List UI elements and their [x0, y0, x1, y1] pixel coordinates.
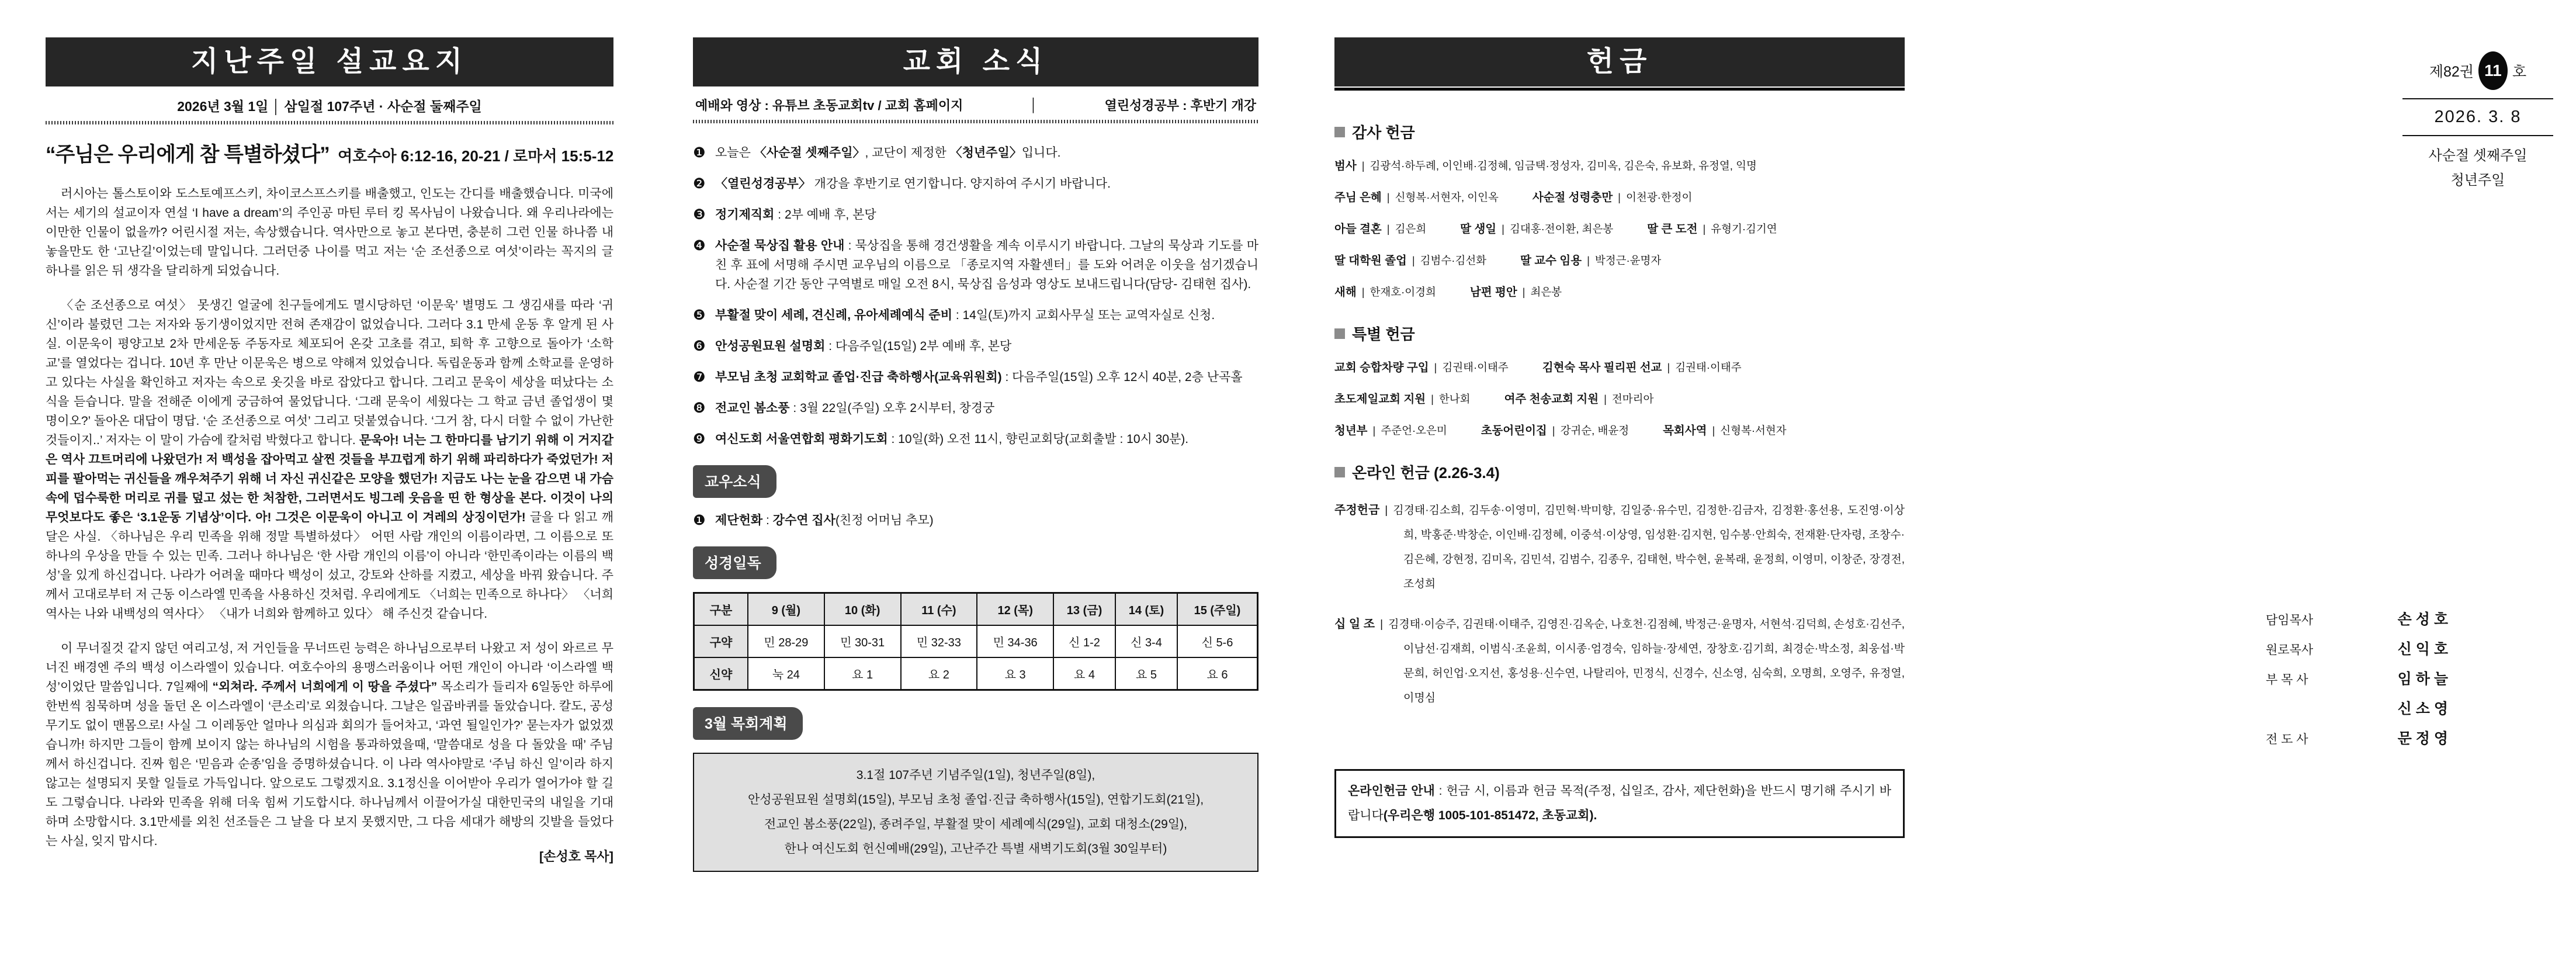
online-offering-entry: [1334, 498, 1905, 597]
offering-names: 김경태·김소희, 김두송·이영미, 김민혁·박미향, 김일중·유수민, 김정한·김금자, 김정환·홍선용, 도진영·이상희, 박홍준·박창순, 이인배·김정혜, 이중석·이상영, 임성환·김지현, 임수봉·안희숙, 전재환·단자령, 조창수·김은혜, 강현정, 김미옥, 김민석, 김범수, 김종우, 김태현, 박수현, 윤복래, 윤정희, 이영미, 이창준, 장경전, 조성희: [1393, 504, 1905, 590]
online-offering-heading: [1334, 461, 1905, 483]
news-item-number: ❼: [693, 369, 706, 385]
square-bullet-icon: [1334, 328, 1345, 339]
online-offering-title: 온라인 헌금 (2.26-3.4): [1352, 464, 1500, 482]
text-segment: 〈열린성경공부〉: [715, 177, 811, 191]
offering-section-title: 특별 헌금: [1352, 326, 1415, 343]
offering-names: 전마리아: [1611, 393, 1654, 405]
band-underline: [1334, 88, 1905, 91]
volume-label: 제82권: [2429, 64, 2474, 80]
offering-names: 김광석·하두례, 이인배·김정혜, 임금택·정성자, 김미옥, 김은숙, 유보화, 유정열, 익명: [1370, 160, 1757, 172]
offering-label: 범사: [1334, 160, 1357, 172]
offering-pair: [1334, 220, 1426, 236]
offering-label: 주정헌금: [1334, 504, 1380, 517]
plan-line: 3.1절 107주년 기념주일(1일), 청년주일(8일),: [856, 768, 1095, 782]
column-header: 10 (화): [824, 593, 901, 626]
text-segment: 〈청년주일〉: [949, 146, 1022, 160]
hatched-divider: [46, 121, 613, 124]
text-segment: : 다음주일(15일) 오후 12시 40분, 2층 난곡홀: [1001, 371, 1243, 384]
news-item-number: ❻: [693, 338, 706, 354]
offering-label: 십 일 조: [1334, 618, 1375, 631]
text-segment: , 교단이 제정한: [865, 146, 950, 160]
offering-section-heading: [1334, 323, 1905, 344]
separator: |: [1712, 424, 1715, 437]
staff-row: [2266, 667, 2448, 688]
table-cell: 민 30-31: [824, 625, 901, 657]
offering-label: 여주 천송교회 지원: [1504, 393, 1599, 406]
sermon-title: [46, 139, 613, 168]
offering-row: [1334, 421, 1905, 438]
offering-pair: [1334, 157, 1757, 173]
offering-column: [1334, 37, 1905, 838]
season-line-1: 사순절 셋째주일: [2428, 148, 2528, 164]
news-item-number: ❶: [693, 145, 706, 161]
text-segment: 오늘은: [715, 146, 754, 160]
news-subheader-right: 열린성경공부 : 후반기 개강: [1104, 98, 1256, 113]
text-segment: : 3월 22일(주일) 오후 2시부터, 창경궁: [789, 401, 995, 415]
news-item-text: [715, 511, 1258, 530]
text-segment: 부모님 초청 교회학교 졸업·진급 축하행사(교육위원회): [715, 371, 1002, 384]
offering-label: 남편 평안: [1469, 286, 1517, 299]
text-segment: 문욱아! 너는 그 한마디를 남기기 위해 이 거지같은 역사 끄트머리에 나왔던가! 저 백성을 잡아먹고 살찐 것들을 부끄럽게 하기 위해 파리하다가 죽었던가! 저 피를 팔아먹는 귀신들을 깨우쳐주기 위해 너 자신 귀신같은 모양을 했던가! 지금도 나는 눈을 감으면 내 가슴속에 덥수룩한 머리로 귀를 덮고 섰는 한 처참한, 그러면서도 빙그레 웃음을 띤 한 형상을 본다. 이것이 나의 무엇보다도 좋은 ‘3.1운동 기념상’이다. 아! 그것은 이문욱이 아니고 이 겨레의 상징이던가!: [46, 434, 613, 524]
staff-name: 신 익 호: [2397, 641, 2448, 657]
issue-suffix: 호: [2512, 64, 2527, 80]
offering-row: [1334, 251, 1905, 268]
offering-row: [1334, 157, 1905, 173]
offering-label: 초동어린이집: [1481, 424, 1547, 437]
sermon-column: [46, 37, 613, 865]
text-segment: 안성공원묘원 설명회: [715, 340, 826, 353]
sermon-scripture-reference: 여호수아 6:12-16, 20-21 / 로마서 15:5-12: [338, 147, 614, 165]
offering-row: [1334, 390, 1905, 406]
offering-pair: [1334, 421, 1447, 438]
sermon-title-quote: “주님은 우리에게 참 특별하셨다”: [46, 143, 330, 166]
offering-section-heading: [1334, 121, 1905, 143]
column-header: 12 (목): [977, 593, 1053, 626]
offering-row: [1334, 358, 1905, 375]
news-item: [693, 174, 1258, 193]
text-segment: 입니다.: [1021, 146, 1061, 160]
offering-pair: [1504, 390, 1654, 406]
separator: |: [1434, 361, 1437, 373]
offering-rows: [1334, 157, 1905, 299]
table-cell: 신 5-6: [1177, 625, 1258, 657]
text-segment: 정기제직회: [715, 208, 775, 221]
online-offering-entries: [1334, 498, 1905, 711]
news-item-number: ❾: [693, 431, 706, 447]
separator: |: [1372, 424, 1376, 437]
online-offering-entry: [1334, 612, 1905, 711]
staff-name: 신 소 영: [2397, 701, 2448, 717]
table-header-row: [694, 593, 1258, 626]
bible-reading-table: [693, 592, 1258, 691]
news-item: [693, 368, 1258, 387]
member-news-section: [693, 465, 1258, 498]
offering-row: [1334, 220, 1905, 236]
table-cell: 신 3-4: [1115, 625, 1177, 657]
news-list: [693, 143, 1258, 449]
news-band-title: 교회 소식: [693, 37, 1258, 86]
separator: |: [1361, 160, 1365, 172]
separator: |: [1618, 191, 1621, 203]
offering-label: 주님 은혜: [1334, 191, 1382, 204]
text-segment: 러시아는 톨스토이와 도스토예프스키, 차이코스프스키를 배출했고, 인도는 간디를 배출했습니다. 미국에서는 세기의 설교이자 연설 ‘I have a dream’의 주인공 마틴 루터 킹 목사님이 나왔습니다. 왜 우리나라에는 이만한 인물이 없을까? 어린시절 저는, 속상했습니다. 역사만으로 놓고 본다면, 충분히 그런 인물 하나쯤 내놓을만도 한 ‘고난길’이었는데 말입니다. 그러던중 나이를 먹고 저는 ‘순 조선종으로 여섯’이라는 꼭지의 글 하나를 읽은 뒤 생각을 달리하게 되었습니다.: [46, 187, 613, 278]
offering-names: 김은희: [1395, 223, 1427, 235]
offering-pair: [1334, 358, 1509, 375]
separator: |: [1385, 504, 1388, 517]
offering-section-title: 감사 헌금: [1352, 124, 1415, 141]
news-item: [693, 399, 1258, 418]
text-segment: 〈순 조선종으로 여섯〉 못생긴 얼굴에 친구들에게도 멸시당하던 ‘이문욱’ 별명도 그 생김새를 따라 ‘귀신’이라 불렸던 그는 저자와 동기생이었지만 전혀 존재감이 없었습니다. 그러다 3.1 만세 운동 후 알게 된 사실. 이문욱이 평양고보 2차 만세운동 주동자로 체포되어 온갖 고초를 겪고, 퇴학 후 고향으로 돌아가 ‘소학교’를 열었다는 겁니다. 10년 후 만난 이문욱은 병으로 약해져 있었습니다. 독립운동과 함께 소학교를 운영하고 있다는 사실을 확인하고 저자는 속으로 옷깃을 바로 잡았다고 합니다. 그리고 문욱이 세상을 떠났다는 소식을 듣습니다. 말을 전해준 이에게 궁금하여 물었답니다. ‘그래 문욱이 세웠다는 그 학교 금년 졸업생이 몇 명이오?’ 돌아온 대답이 명답. ‘순 조선종으로 여섯’ 그리고 덧붙였습니다. ‘그거 참, 다시 더할 수 없이 가난한 것들이지..’ 저자는 이 말이 가슴에 칼처럼 박혔다고 합니다.: [46, 299, 613, 447]
news-subheader-divider: │: [1029, 97, 1038, 112]
staff-role: 부 목 사: [2266, 673, 2308, 687]
news-item: [693, 511, 1258, 530]
news-item-number: ❷: [693, 176, 706, 192]
table-cell: 민 34-36: [977, 625, 1053, 657]
offering-pair: [1334, 188, 1499, 205]
sermon-date-line: 2026년 3월 1일 │ 삼일절 107주년 · 사순절 둘째주일: [177, 99, 482, 114]
news-item-text: [715, 368, 1258, 387]
offering-label: 사순절 성령충만: [1532, 191, 1613, 204]
news-item-text: [715, 306, 1258, 325]
offering-label: 김현숙 목사 필리핀 선교: [1542, 361, 1662, 374]
offering-pair: [1542, 358, 1742, 375]
text-segment: 부활절 맞이 세례, 견신례, 유아세례예식 준비: [715, 309, 952, 322]
sermon-paragraph: [46, 296, 613, 624]
offering-pair: [1334, 390, 1471, 406]
news-item-number: ❶: [693, 513, 706, 528]
separator: |: [1412, 254, 1415, 266]
bible-reading-section: [693, 546, 1258, 579]
online-offering-notice-box: [1334, 769, 1905, 838]
offering-band-title: 헌금: [1334, 37, 1905, 86]
sermon-paragraph: [46, 639, 613, 851]
offering-names: 신형복·서현자: [1720, 424, 1787, 437]
news-item-text: [715, 205, 1258, 224]
offering-label: 교회 승합차량 구입: [1334, 361, 1429, 374]
offering-label: 딸 교수 임용: [1520, 254, 1582, 267]
row-label: 구약: [694, 625, 748, 657]
news-subheader-left: 예배와 영상 : 유튜브 초동교회tv / 교회 홈페이지: [695, 98, 963, 113]
separator: |: [1361, 286, 1365, 298]
season-line-2: 청년주일: [2450, 172, 2505, 188]
text-segment: (친정 어머님 추모): [835, 514, 934, 527]
offering-row: [1334, 188, 1905, 205]
news-subheader: [695, 96, 1256, 114]
member-news-badge: 교우소식: [693, 465, 776, 498]
staff-role: 전 도 사: [2266, 733, 2308, 746]
monthly-plan-badge: 3월 목회계획: [693, 707, 803, 740]
offering-pair: [1470, 283, 1562, 299]
monthly-plan-box: [693, 753, 1258, 872]
offering-names: 김범수·김선화: [1420, 254, 1487, 266]
offering-names: 한재호·이경희: [1370, 286, 1436, 298]
news-item: [693, 306, 1258, 325]
separator: |: [1552, 424, 1555, 437]
offering-label: 딸 생일: [1460, 223, 1497, 236]
offering-names: 김권태·이태주: [1442, 361, 1509, 373]
offering-pair: [1520, 251, 1661, 268]
masthead: [2402, 51, 2553, 192]
separator: |: [1380, 618, 1384, 631]
text-segment: 사순절 묵상집 활용 안내: [715, 239, 845, 252]
offering-label: 새해: [1334, 286, 1357, 299]
offering-names: 한나회: [1438, 393, 1471, 405]
masthead-rule: [2402, 98, 2553, 99]
offering-pair: [1334, 283, 1436, 299]
issue-number-circle: 11: [2478, 51, 2508, 90]
text-segment: 이 무너질것 같지 않던 여리고성, 저 거인들을 무너뜨린 능력은 하나님으로부터 나왔고 저 성이 와르르 무너진 배경엔 주의 백성 이스라엘이 있습니다. 여호수아의 용맹스러움이나 어떤 개인이 아니라 ‘이스라엘 백성’이었단 말씀입니다. 7일째에: [46, 642, 613, 694]
table-cell: 요 5: [1115, 657, 1177, 690]
staff-row: [2266, 697, 2448, 718]
separator: |: [1604, 393, 1607, 405]
table-cell: 요 4: [1053, 657, 1115, 690]
square-bullet-icon: [1334, 127, 1345, 137]
separator: |: [1667, 361, 1670, 373]
masthead-rule: [2402, 135, 2553, 136]
table-header: [694, 593, 1258, 626]
plan-line: 안성공원묘원 설명회(15일), 부모님 초청 졸업·진급 축하행사(15일), 연합기도회(21일),: [747, 793, 1204, 806]
text-segment: : 2부 예배 후, 본당: [774, 208, 876, 221]
separator: |: [1431, 393, 1434, 405]
news-item-number: ❹: [693, 238, 706, 254]
sermon-paragraph: [46, 184, 613, 281]
offering-label: 아들 결혼: [1334, 223, 1382, 236]
text-segment: “외쳐라. 주께서 너희에게 이 땅을 주셨다”: [212, 680, 438, 694]
text-segment: 강수연 집사: [772, 514, 835, 527]
news-item: [693, 337, 1258, 356]
text-segment: : 14일(토)까지 교회사무실 또는 교역자실로 신청.: [952, 309, 1215, 322]
issue-line: [2402, 51, 2553, 90]
column-header: 15 (주일): [1177, 593, 1258, 626]
column-header: 13 (금): [1053, 593, 1115, 626]
bulletin-date: 2026. 3. 8: [2434, 108, 2522, 126]
table-row: [694, 625, 1258, 657]
staff-role: 담임목사: [2266, 614, 2314, 627]
news-item-text: [715, 430, 1258, 449]
news-item-text: [715, 143, 1258, 162]
news-item: [693, 205, 1258, 224]
table-cell: 민 32-33: [901, 625, 977, 657]
news-item-number: ❸: [693, 207, 706, 223]
offering-pair: [1460, 220, 1613, 236]
offering-label: 딸 큰 도전: [1647, 223, 1698, 236]
bible-reading-badge: 성경일독: [693, 546, 776, 579]
offering-pair: [1481, 421, 1629, 438]
table-cell: 눅 24: [748, 657, 824, 690]
sermon-signature: [손성호 목사]: [539, 849, 613, 864]
offering-pair: [1533, 188, 1692, 205]
text-segment: : 묵상집을 통해 경건생활을 계속 이루시기 바랍니다. 그날의 묵상과 기도를 마친 후 표에 서명해 주시면 교우님의 이름으로 「종로지역 자활센터」를 도와 어려운 이웃을 섬기겠습니다. 사순절 기간 동안 구역별로 매일 오전 8시, 묵상집 음성과 영상도 보내드립니다(담당- 김태현 집사).: [715, 239, 1258, 291]
offering-names: 신형복·서현자, 이인옥: [1395, 191, 1499, 203]
offering-names: 이천광·한정이: [1625, 191, 1693, 203]
notice-text: : 헌금 시, 이름과 헌금 목적(주정, 십일조, 감사, 제단헌화)을 반드시 명기해 주시기 바랍니다: [1348, 784, 1891, 822]
text-segment: 여신도회 서울연합회 평화기도회: [715, 432, 888, 446]
offering-names: 김권태·이태주: [1675, 361, 1742, 373]
table-cell: 요 6: [1177, 657, 1258, 690]
sermon-body: [46, 184, 613, 851]
text-segment: 제단헌화: [715, 514, 763, 527]
offering-row: [1334, 283, 1905, 299]
staff-name: 문 정 영: [2397, 730, 2448, 747]
text-segment: : 다음주일(15일) 2부 예배 후, 본당: [825, 340, 1012, 353]
separator: |: [1386, 223, 1390, 235]
news-item-text: [715, 174, 1258, 193]
sermon-band-title: 지난주일 설교요지: [46, 37, 613, 86]
offering-pair: [1647, 220, 1777, 236]
offering-sections: [1334, 121, 1905, 438]
monthly-plan-section: [693, 707, 1258, 740]
separator: |: [1587, 254, 1590, 266]
table-cell: 요 2: [901, 657, 977, 690]
text-segment: 전교인 봄소풍: [715, 401, 790, 415]
text-segment: 목소리가 들리자 6일동안 하루에 한번씩 침묵하며 성을 돌던 온 이스라엘이 ‘큰소리’로 외쳤습니다. 그날은 일곱바퀴를 돌았습니다. 칼도, 공성무기도 없이 맨몸으로! 사실 그 이레동안 얼마나 의심과 회의가 들어차고, ‘과연 될일인가?’ 묻는자가 없었겠습니까! 하지만 그들이 함께 보이지 않는 하나님의 시험을 통과하였을때, ‘말씀대로 성을 다 돌았을 때’ 주님께서 하신겁니다. 진짜 힘은 ‘믿음과 순종’임을 증명하셨습니다. 이 나라 역사야말로 ‘주님 하신 일’이라 하지 않고는 설명되지 못할 일들로 가득입니다. 앞으로도 그렇겠지요. 3.1정신을 이어받아 우리가 열어가야 할 길도 그렇습니다. 나라와 민족을 위해 더욱 힘써 기도합시다. 하나님께서 이끌어가실 대한민국의 내일을 기대하며 소망합시다. 3.1만세를 외친 선조들은 그 날을 다 보지 못했지만, 그 다음 세대가 해방의 깃발을 들었다는 사실, 잊지 맙시다.: [46, 680, 613, 848]
plan-line: 한나 여신도회 헌신예배(29일), 고난주간 특별 새벽기도회(3월 30일부터): [784, 842, 1167, 856]
news-item-number: ❺: [693, 307, 706, 323]
news-item-number: ❽: [693, 400, 706, 416]
offering-names: 김대홍·전이환, 최은봉: [1509, 223, 1614, 235]
offering-names: 박정근·윤명자: [1594, 254, 1662, 266]
table-cell: 요 1: [824, 657, 901, 690]
text-segment: :: [762, 514, 773, 527]
news-item-text: [715, 337, 1258, 356]
separator: |: [1502, 223, 1504, 235]
separator: |: [1522, 286, 1526, 298]
table-body: [694, 625, 1258, 690]
staff-row: [2266, 638, 2448, 659]
staff-name: 임 하 늘: [2397, 671, 2448, 687]
text-segment: 〈사순절 셋째주일〉: [754, 146, 865, 160]
text-segment: 글을 다 읽고 깨달은 사실. 〈하나님은 우리 민족을 위해 정말 특별하셨다〉 어떤 사람 개인의 이름이라면, 그 이름으로 또 하나의 우상을 만들 수 있는 민족. 그러나 하나님은 ‘한 사람 개인의 이름’이 아니라 ‘한민족이라는 이름의 백성’을 있게 하신겁니다. 나라가 어려울 때마다 백성이 섰고, 강토와 산하를 지켰고, 세상을 바꿔 왔습니다. 주께서 고대로부터 저 근동 이스라엘 민족을 사용하신 것처럼. 우리에게도 〈너희는 민족으로 하나다〉 〈너희역사는 나와 내백성의 역사다〉 〈내가 너희와 함께하고 있다〉 해 주신것 같습니다.: [46, 511, 613, 621]
news-item-text: [715, 399, 1258, 418]
offering-label: 초도제일교회 지원: [1334, 393, 1426, 406]
offering-names: 김경태·이승주, 김권태·이태주, 김영진·김옥순, 나호천·김점혜, 박정근·윤명자, 서현석·김덕희, 손성호·김선주, 이남선·김재희, 이범식·조윤희, 이시종·엄경숙, 임하늘·장세연, 장창호·김기희, 최경순·박소정, 최웅섭·박문희, 허인업·오지선, 홍성용·신수연, 나탈리아, 민정식, 신경수, 신소영, 심숙희, 오명희, 오영주, 유정열, 이명심: [1388, 618, 1905, 704]
offering-label: 딸 대학원 졸업: [1334, 254, 1407, 267]
offering-names: 최은봉: [1530, 286, 1562, 298]
offering-pair: [1663, 421, 1787, 438]
separator: |: [1386, 191, 1390, 203]
table-cell: 민 28-29: [748, 625, 824, 657]
member-news-list: [693, 511, 1258, 530]
square-bullet-icon: [1334, 467, 1345, 477]
staff-list: [2266, 608, 2448, 757]
row-label: 신약: [694, 657, 748, 690]
table-row: [694, 657, 1258, 690]
offering-label: 목회사역: [1663, 424, 1707, 437]
offering-rows: [1334, 358, 1905, 438]
column-header: 9 (월): [748, 593, 824, 626]
table-cell: 신 1-2: [1053, 625, 1115, 657]
offering-pair: [1334, 251, 1486, 268]
hatched-divider: [693, 120, 1258, 123]
plan-line: 전교인 봄소풍(22일), 종려주일, 부활절 맞이 세례예식(29일), 교회 대청소(29일),: [764, 818, 1187, 831]
text-segment: 개강을 후반기로 연기합니다. 양지하여 주시기 바랍니다.: [810, 177, 1111, 191]
staff-role: 원로목사: [2266, 643, 2314, 657]
notice-bank-account: (우리은행 1005-101-851472, 초동교회).: [1383, 809, 1597, 822]
news-item: [693, 143, 1258, 162]
notice-label: 온라인헌금 안내: [1348, 784, 1435, 798]
table-cell: 요 3: [977, 657, 1053, 690]
offering-label: 청년부: [1334, 424, 1368, 437]
staff-row: [2266, 608, 2448, 629]
column-header: 구분: [694, 593, 748, 626]
offering-names: 주준언·오은미: [1381, 424, 1447, 437]
news-item: [693, 236, 1258, 294]
news-column: [693, 37, 1258, 872]
offering-names: 강귀순, 배윤정: [1560, 424, 1629, 437]
news-item: [693, 430, 1258, 449]
staff-row: [2266, 727, 2448, 748]
offering-names: 유형기·김기연: [1711, 223, 1777, 235]
separator: |: [1703, 223, 1706, 235]
column-header: 14 (토): [1115, 593, 1177, 626]
column-header: 11 (수): [901, 593, 977, 626]
news-item-text: [715, 236, 1258, 294]
staff-name: 손 성 호: [2397, 611, 2448, 628]
text-segment: : 10일(화) 오전 11시, 향린교회당(교회출발 : 10시 30분).: [887, 432, 1189, 446]
